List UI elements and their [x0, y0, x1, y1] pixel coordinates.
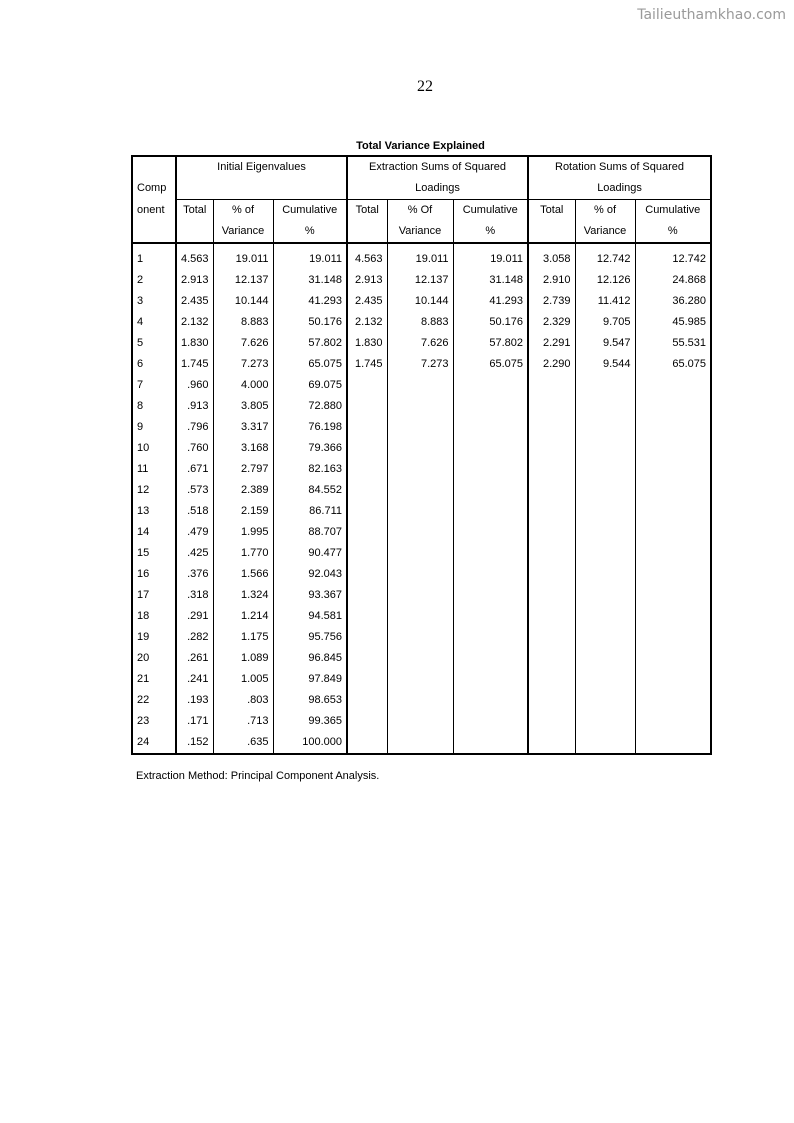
value-cell: 12.742	[575, 243, 635, 270]
group-extraction-sums: Extraction Sums of Squared	[347, 156, 528, 178]
value-cell: .573	[176, 480, 213, 501]
subheader-extraction-cum: Cumulative	[453, 200, 528, 222]
value-cell: 1.175	[213, 627, 273, 648]
table-row	[132, 648, 711, 669]
value-cell: 2.797	[213, 459, 273, 480]
value-cell	[453, 585, 528, 606]
subheader-rotation-total: Total	[528, 200, 575, 222]
component-cell: 17	[137, 589, 150, 601]
value-cell: .803	[213, 690, 273, 711]
value-cell: 12.137	[213, 270, 273, 291]
value-cell: .318	[176, 585, 213, 606]
value-cell	[387, 417, 453, 438]
value-cell: 4.563	[176, 243, 213, 270]
value-cell: 72.880	[273, 396, 347, 417]
value-cell: 1.830	[347, 333, 387, 354]
value-cell	[528, 585, 575, 606]
value-cell	[575, 669, 635, 690]
value-cell	[575, 585, 635, 606]
value-cell: 4.563	[347, 243, 387, 270]
value-cell: 8.883	[213, 312, 273, 333]
table-row	[132, 564, 711, 585]
value-cell	[347, 606, 387, 627]
component-cell: 10	[137, 442, 150, 454]
value-cell: 69.075	[273, 375, 347, 396]
value-cell: 19.011	[213, 243, 273, 270]
value-cell	[347, 627, 387, 648]
value-cell	[635, 585, 711, 606]
group-rotation-sums: Rotation Sums of Squared	[528, 156, 711, 178]
subheader-initial-cum: Cumulative	[273, 200, 347, 222]
value-cell	[635, 711, 711, 732]
table-row	[132, 396, 711, 417]
component-cell: 3	[137, 295, 144, 307]
group-extraction-sums-line2: Loadings	[347, 178, 528, 200]
component-cell: 12	[137, 484, 150, 496]
value-cell	[528, 396, 575, 417]
value-cell	[453, 459, 528, 480]
subheader-rotation-pct: % of	[575, 200, 635, 222]
value-cell	[528, 438, 575, 459]
component-cell: 5	[137, 337, 144, 349]
component-cell: 18	[137, 610, 150, 622]
value-cell	[387, 438, 453, 459]
value-cell: 2.739	[528, 291, 575, 312]
value-cell: 19.011	[387, 243, 453, 270]
value-cell	[387, 522, 453, 543]
value-cell: 97.849	[273, 669, 347, 690]
value-cell: 1.830	[176, 333, 213, 354]
subheader-initial-pct: % of	[213, 200, 273, 222]
table-row	[132, 501, 711, 522]
value-cell: 86.711	[273, 501, 347, 522]
value-cell: 1.745	[347, 354, 387, 375]
value-cell: 2.159	[213, 501, 273, 522]
value-cell	[575, 417, 635, 438]
component-cell: 6	[137, 358, 144, 370]
table-row	[132, 291, 711, 312]
value-cell: 7.273	[387, 354, 453, 375]
component-cell: 4	[137, 316, 144, 328]
table-row	[132, 669, 711, 690]
value-cell: 57.802	[453, 333, 528, 354]
table-row	[132, 270, 711, 291]
value-cell: 9.544	[575, 354, 635, 375]
value-cell: 45.985	[635, 312, 711, 333]
value-cell: 7.626	[387, 333, 453, 354]
value-cell: 41.293	[453, 291, 528, 312]
value-cell	[575, 564, 635, 585]
component-cell: 14	[137, 526, 150, 538]
subheader-rotation-cum-line2: %	[635, 221, 711, 243]
component-cell: 20	[137, 652, 150, 664]
value-cell	[528, 480, 575, 501]
value-cell: .796	[176, 417, 213, 438]
value-cell	[575, 627, 635, 648]
value-cell	[347, 648, 387, 669]
subheader-rotation-cum: Cumulative	[635, 200, 711, 222]
value-cell	[347, 564, 387, 585]
table-row	[132, 312, 711, 333]
value-cell	[347, 375, 387, 396]
value-cell: 1.214	[213, 606, 273, 627]
value-cell: 12.742	[635, 243, 711, 270]
value-cell: 31.148	[453, 270, 528, 291]
value-cell	[453, 627, 528, 648]
value-cell: .282	[176, 627, 213, 648]
value-cell: 8.883	[387, 312, 453, 333]
value-cell: 50.176	[453, 312, 528, 333]
value-cell	[635, 669, 711, 690]
table-row	[132, 585, 711, 606]
value-cell: 79.366	[273, 438, 347, 459]
value-cell: 1.770	[213, 543, 273, 564]
value-cell	[347, 711, 387, 732]
table-row	[132, 690, 711, 711]
table-row	[132, 711, 711, 732]
value-cell: 82.163	[273, 459, 347, 480]
value-cell	[387, 585, 453, 606]
value-cell: 98.653	[273, 690, 347, 711]
value-cell	[387, 648, 453, 669]
value-cell: 92.043	[273, 564, 347, 585]
subheader-rotation-total-line2	[528, 221, 575, 243]
component-cell: 19	[137, 631, 150, 643]
value-cell: .152	[176, 732, 213, 754]
value-cell	[387, 606, 453, 627]
value-cell: 4.000	[213, 375, 273, 396]
value-cell	[528, 669, 575, 690]
value-cell	[347, 417, 387, 438]
value-cell	[453, 480, 528, 501]
value-cell	[528, 648, 575, 669]
value-cell	[347, 732, 387, 754]
value-cell: 24.868	[635, 270, 711, 291]
value-cell: 2.132	[176, 312, 213, 333]
value-cell: 41.293	[273, 291, 347, 312]
value-cell	[453, 648, 528, 669]
value-cell: .518	[176, 501, 213, 522]
value-cell: 7.626	[213, 333, 273, 354]
value-cell	[635, 438, 711, 459]
component-cell: 2	[137, 274, 144, 286]
table-row	[132, 333, 711, 354]
value-cell: 95.756	[273, 627, 347, 648]
value-cell	[387, 669, 453, 690]
value-cell	[528, 606, 575, 627]
value-cell: .479	[176, 522, 213, 543]
value-cell: 7.273	[213, 354, 273, 375]
watermark: Tailieuthamkhao.com	[637, 7, 786, 23]
value-cell: .171	[176, 711, 213, 732]
table-row	[132, 480, 711, 501]
value-cell: 94.581	[273, 606, 347, 627]
subheader-extraction-total-line2	[347, 221, 387, 243]
value-cell	[575, 648, 635, 669]
value-cell	[635, 732, 711, 754]
value-cell	[528, 543, 575, 564]
value-cell: 2.435	[347, 291, 387, 312]
value-cell: 3.168	[213, 438, 273, 459]
value-cell	[387, 375, 453, 396]
value-cell: .713	[213, 711, 273, 732]
value-cell: .376	[176, 564, 213, 585]
value-cell	[387, 501, 453, 522]
value-cell	[453, 522, 528, 543]
value-cell: 93.367	[273, 585, 347, 606]
component-cell: 24	[137, 736, 150, 748]
value-cell	[347, 690, 387, 711]
value-cell	[453, 375, 528, 396]
value-cell	[387, 732, 453, 754]
value-cell	[575, 501, 635, 522]
value-cell: 2.913	[176, 270, 213, 291]
table-row	[132, 459, 711, 480]
value-cell: .913	[176, 396, 213, 417]
value-cell	[347, 585, 387, 606]
table-row	[132, 543, 711, 564]
subheader-extraction-cum-line2: %	[453, 221, 528, 243]
page-number: 22	[417, 78, 433, 95]
value-cell: 57.802	[273, 333, 347, 354]
value-cell: 2.290	[528, 354, 575, 375]
subheader-initial-total: Total	[176, 200, 213, 222]
value-cell	[387, 690, 453, 711]
value-cell	[635, 522, 711, 543]
value-cell: .960	[176, 375, 213, 396]
value-cell	[528, 564, 575, 585]
value-cell	[453, 711, 528, 732]
table-row	[132, 438, 711, 459]
table-row	[132, 354, 711, 375]
value-cell: 1.089	[213, 648, 273, 669]
value-cell: 31.148	[273, 270, 347, 291]
value-cell	[387, 543, 453, 564]
component-cell: 21	[137, 673, 150, 685]
table-row	[132, 417, 711, 438]
value-cell	[575, 396, 635, 417]
table-body	[132, 243, 711, 754]
value-cell: 2.913	[347, 270, 387, 291]
value-cell	[635, 606, 711, 627]
value-cell: 1.566	[213, 564, 273, 585]
value-cell	[347, 480, 387, 501]
value-cell	[635, 501, 711, 522]
subheader-extraction-total: Total	[347, 200, 387, 222]
value-cell: 1.005	[213, 669, 273, 690]
value-cell	[635, 543, 711, 564]
value-cell: 10.144	[213, 291, 273, 312]
value-cell: 2.291	[528, 333, 575, 354]
value-cell	[528, 375, 575, 396]
value-cell	[635, 459, 711, 480]
group-initial-eigenvalues-line2	[176, 178, 347, 200]
value-cell	[453, 732, 528, 754]
value-cell	[575, 375, 635, 396]
component-header-line1: Comp	[137, 182, 167, 194]
subheader-initial-cum-line2: %	[273, 221, 347, 243]
value-cell: 76.198	[273, 417, 347, 438]
subheader-rotation-pct-line2: Variance	[575, 221, 635, 243]
value-cell	[387, 396, 453, 417]
value-cell: .671	[176, 459, 213, 480]
table-row	[132, 243, 711, 270]
value-cell	[575, 711, 635, 732]
value-cell: 19.011	[273, 243, 347, 270]
value-cell	[575, 480, 635, 501]
component-cell: 16	[137, 568, 150, 580]
value-cell	[635, 648, 711, 669]
value-cell: 96.845	[273, 648, 347, 669]
value-cell: 9.705	[575, 312, 635, 333]
subheader-initial-pct-line2: Variance	[213, 221, 273, 243]
value-cell	[528, 690, 575, 711]
value-cell	[387, 564, 453, 585]
table-row	[132, 375, 711, 396]
value-cell: .425	[176, 543, 213, 564]
value-cell	[528, 417, 575, 438]
value-cell: 12.137	[387, 270, 453, 291]
value-cell	[635, 480, 711, 501]
value-cell	[635, 564, 711, 585]
component-cell: 8	[137, 400, 144, 412]
table-row	[132, 627, 711, 648]
value-cell: 3.805	[213, 396, 273, 417]
value-cell: 3.058	[528, 243, 575, 270]
value-cell: 1.995	[213, 522, 273, 543]
value-cell: .635	[213, 732, 273, 754]
value-cell	[387, 459, 453, 480]
value-cell	[347, 522, 387, 543]
value-cell: 99.365	[273, 711, 347, 732]
value-cell	[528, 711, 575, 732]
table-footnote: Extraction Method: Principal Component Analysis.	[136, 770, 380, 782]
value-cell	[635, 417, 711, 438]
table-row	[132, 606, 711, 627]
group-rotation-sums-line2: Loadings	[528, 178, 711, 200]
value-cell	[575, 522, 635, 543]
value-cell: 19.011	[453, 243, 528, 270]
value-cell: 88.707	[273, 522, 347, 543]
value-cell	[387, 480, 453, 501]
value-cell	[453, 543, 528, 564]
value-cell	[453, 564, 528, 585]
value-cell: 65.075	[273, 354, 347, 375]
value-cell: 1.324	[213, 585, 273, 606]
component-cell: 15	[137, 547, 150, 559]
value-cell	[575, 606, 635, 627]
value-cell	[453, 396, 528, 417]
value-cell: .241	[176, 669, 213, 690]
value-cell: 2.435	[176, 291, 213, 312]
value-cell	[453, 690, 528, 711]
value-cell: 2.910	[528, 270, 575, 291]
value-cell	[635, 396, 711, 417]
value-cell	[528, 459, 575, 480]
value-cell: 50.176	[273, 312, 347, 333]
value-cell	[387, 711, 453, 732]
component-cell: 22	[137, 694, 150, 706]
subheader-extraction-pct: % Of	[387, 200, 453, 222]
value-cell	[575, 459, 635, 480]
value-cell	[453, 606, 528, 627]
value-cell	[635, 627, 711, 648]
component-header	[132, 156, 176, 243]
value-cell	[347, 543, 387, 564]
component-cell: 7	[137, 379, 144, 391]
value-cell	[347, 501, 387, 522]
value-cell: 84.552	[273, 480, 347, 501]
value-cell	[453, 438, 528, 459]
value-cell	[453, 501, 528, 522]
total-variance-table	[131, 155, 712, 755]
value-cell	[575, 732, 635, 754]
subheader-extraction-pct-line2: Variance	[387, 221, 453, 243]
value-cell	[347, 669, 387, 690]
component-cell: 9	[137, 421, 144, 433]
value-cell	[387, 627, 453, 648]
subheader-initial-total-line2	[176, 221, 213, 243]
value-cell: 65.075	[635, 354, 711, 375]
value-cell: 12.126	[575, 270, 635, 291]
value-cell: 55.531	[635, 333, 711, 354]
component-cell: 23	[137, 715, 150, 727]
component-header-line2: onent	[137, 204, 165, 216]
value-cell: .261	[176, 648, 213, 669]
value-cell	[575, 543, 635, 564]
value-cell: 2.132	[347, 312, 387, 333]
value-cell: 1.745	[176, 354, 213, 375]
value-cell	[528, 732, 575, 754]
value-cell	[453, 669, 528, 690]
table-row	[132, 522, 711, 543]
value-cell	[575, 438, 635, 459]
value-cell: 65.075	[453, 354, 528, 375]
table-title: Total Variance Explained	[356, 140, 485, 152]
value-cell	[347, 459, 387, 480]
value-cell	[528, 522, 575, 543]
component-cell: 1	[137, 253, 144, 265]
value-cell	[575, 690, 635, 711]
value-cell: .193	[176, 690, 213, 711]
group-initial-eigenvalues: Initial Eigenvalues	[176, 156, 347, 178]
value-cell	[528, 627, 575, 648]
value-cell: .291	[176, 606, 213, 627]
table-row	[132, 732, 711, 754]
value-cell	[635, 375, 711, 396]
value-cell: 36.280	[635, 291, 711, 312]
value-cell: 10.144	[387, 291, 453, 312]
value-cell: 100.000	[273, 732, 347, 754]
value-cell	[347, 396, 387, 417]
value-cell: 2.329	[528, 312, 575, 333]
value-cell: 2.389	[213, 480, 273, 501]
value-cell	[347, 438, 387, 459]
component-cell: 11	[137, 463, 149, 475]
value-cell	[528, 501, 575, 522]
value-cell: 9.547	[575, 333, 635, 354]
value-cell: .760	[176, 438, 213, 459]
value-cell	[453, 417, 528, 438]
value-cell	[635, 690, 711, 711]
component-cell: 13	[137, 505, 150, 517]
value-cell: 11.412	[575, 291, 635, 312]
value-cell: 90.477	[273, 543, 347, 564]
value-cell: 3.317	[213, 417, 273, 438]
